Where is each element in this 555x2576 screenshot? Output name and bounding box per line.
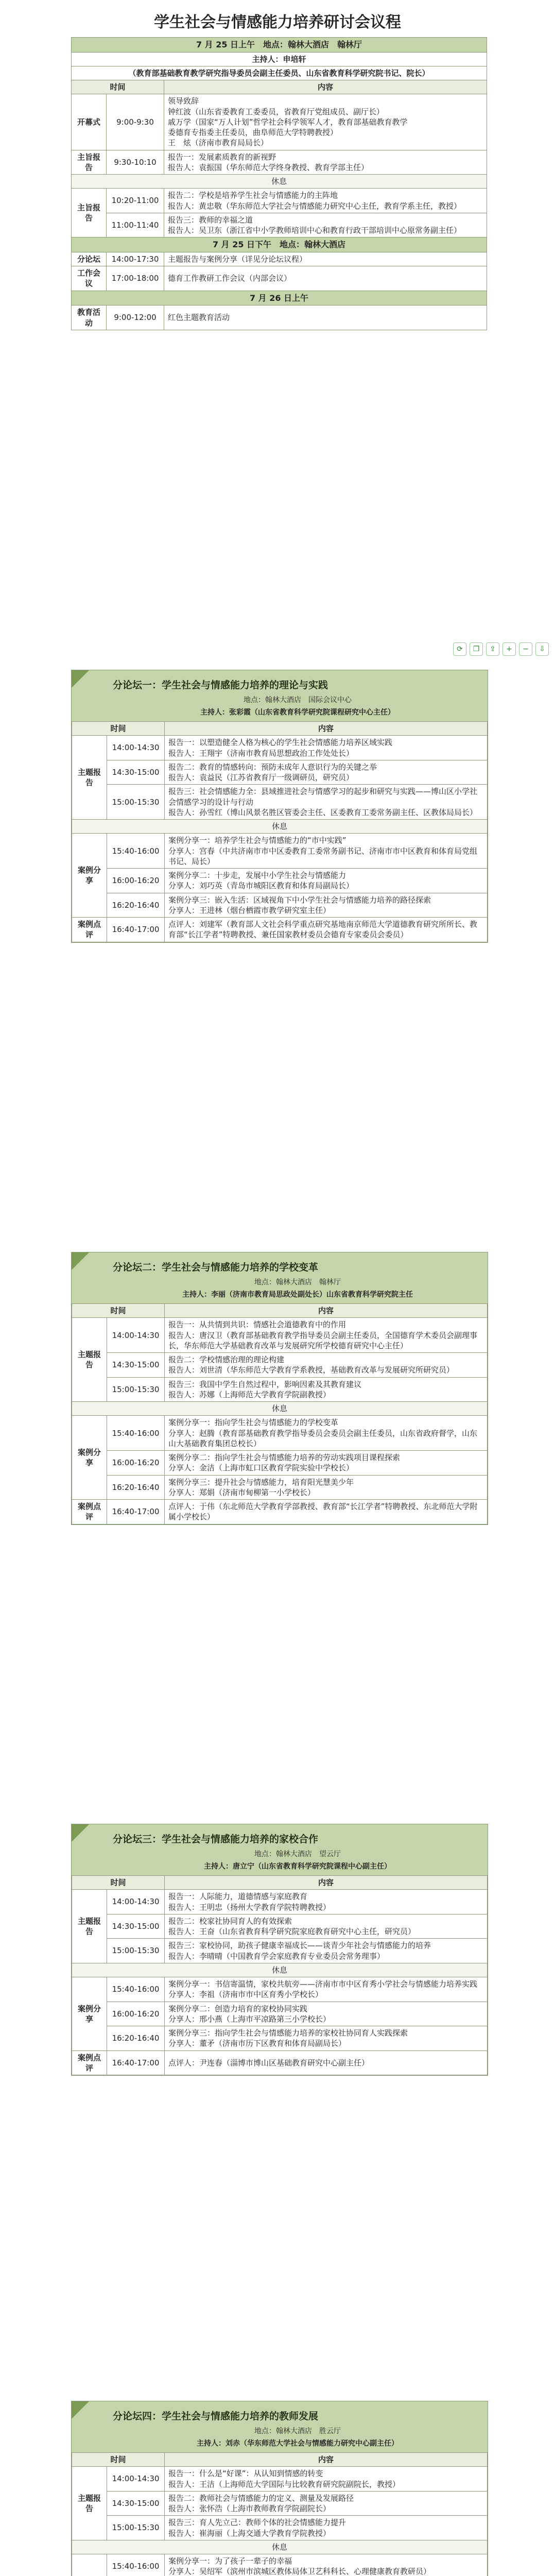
session-time: 14:30-15:00 xyxy=(107,760,165,785)
content-line: 点评人：尹连春（淄博市博山区基础教育研究中心副主任） xyxy=(168,2058,370,2067)
session-time: 16:40-17:00 xyxy=(107,918,165,942)
content-line: 委德育专指委主任委员，曲阜师范大学特聘教授） xyxy=(168,128,338,138)
content-line: 报告一：什么是“好课”：从认知到情感的转变 xyxy=(168,2469,323,2479)
session-time: 14:00-14:30 xyxy=(107,736,165,760)
content-line: 报告人：李晴晴（中国教育学会家庭教育专业委员会常务理事） xyxy=(168,1951,385,1961)
day2-am-band xyxy=(72,291,487,306)
content-line: 分享人：赵腾（教育部基础教育教学指导委员会委员会副主任委员，山东省政府督学，山东山大基础教育集团总校长） xyxy=(168,1428,478,1448)
schedule-row xyxy=(72,1451,488,1476)
forum-location: 地点：翰林大酒店 望云厅 xyxy=(254,1850,341,1858)
session-time: 15:00-15:30 xyxy=(107,1377,165,1402)
session-category: 主题报告 xyxy=(72,2467,107,2540)
session-category: 案例点评 xyxy=(72,1500,107,1524)
day1-am-band xyxy=(72,38,487,53)
content-cell xyxy=(165,1500,488,1524)
content-line: 案例分享二：十步走，发展中小学生社会与情感能力 xyxy=(168,871,346,880)
forum-table xyxy=(72,1303,488,1524)
schedule-row xyxy=(72,266,487,291)
schedule-row xyxy=(72,1500,488,1524)
content-line: 分享人：李祖（济南市市中区育秀小学校长） xyxy=(168,1990,323,1999)
content-cell xyxy=(164,266,487,291)
content-cell xyxy=(165,1416,488,1451)
content-line: 报告人：王明忠（扬州大学教育学院特聘教授） xyxy=(168,1902,331,1912)
copy-icon[interactable]: ❐ xyxy=(470,642,483,656)
content-line: 案例分享一：为了孩子一辈子的幸福 xyxy=(168,2556,292,2566)
schedule-row xyxy=(72,1353,488,1378)
content-cell xyxy=(164,150,487,175)
schedule-row xyxy=(72,1914,488,1939)
download-icon[interactable]: ⇩ xyxy=(535,642,549,656)
content-line: 分享人：王进林（烟台栖霞市教学研究室主任） xyxy=(168,905,331,915)
content-cell xyxy=(165,1475,488,1500)
session-category: 主旨报告 xyxy=(72,150,107,175)
content-line: 红色主题教育活动 xyxy=(168,313,230,323)
content-line: 报告三：教师的幸福之道 xyxy=(168,215,253,225)
main-schedule-table xyxy=(71,37,487,330)
header-content: 内容 xyxy=(164,80,487,94)
session-time: 9:00-12:00 xyxy=(107,306,164,330)
break-label: 休息 xyxy=(72,2540,488,2554)
session-category: 主题报告 xyxy=(72,736,107,820)
break-row xyxy=(72,1402,488,1416)
session-time: 15:40-16:00 xyxy=(107,2554,165,2576)
forum-table xyxy=(72,1875,488,2075)
break-label: 休息 xyxy=(72,820,488,834)
content-line: 报告人：唐汉卫（教育部基础教育教学指导委员会副主任委员，全国德育学术委员会副理事长，华东师范大学基础教育改革与发展研究所学校德育研究中心主任） xyxy=(168,1330,478,1350)
schedule-row xyxy=(72,213,487,238)
content-line: 点评人：刘建军（教育部人文社会科学重点研究基地南京师范大学道德教育研究所所长、教育部“长江学者”特聘教授、兼任国家教材委员会德育专家委员会委员） xyxy=(168,920,478,940)
content-line: 报告人：苏娜（上海师范大学教育学院副教授） xyxy=(168,1389,331,1399)
header-time: 时间 xyxy=(72,1304,165,1318)
content-cell xyxy=(165,2516,488,2540)
content-line: 德育工作教研工作会议（内部会议） xyxy=(168,274,292,283)
schedule-row xyxy=(72,918,488,942)
content-line: 报告二：学校是培养学生社会与情感能力的主阵地 xyxy=(168,191,338,200)
session-time: 9:30-10:10 xyxy=(107,150,164,175)
content-line: 点评人：于伟（东北师范大学教育学部教授、教育部“长江学者”特聘教授、东北师范大学附属小学校长） xyxy=(168,1502,478,1522)
session-time: 11:00-11:40 xyxy=(107,213,164,238)
session-time: 14:00-14:30 xyxy=(107,2467,165,2492)
content-line: 报告人：王洁（上海师范大学国际与比较教育研究院副院长，教授） xyxy=(168,2479,401,2489)
forum-3 xyxy=(71,1824,488,2076)
session-category: 分论坛 xyxy=(72,252,107,266)
schedule-row xyxy=(72,1416,488,1451)
schedule-row xyxy=(72,893,488,918)
content-line: 案例分享二：创造力培育的家校协同实践 xyxy=(168,2004,308,2013)
schedule-row xyxy=(72,1890,488,1914)
session-time: 14:00-17:30 xyxy=(107,252,164,266)
content-cell xyxy=(164,213,487,238)
content-cell xyxy=(165,2026,488,2051)
content-line: 报告人：孙雪红（博山风景名胜区管委会主任、区委教育工委常务副主任、区教体局局长） xyxy=(168,807,478,817)
break-row xyxy=(72,820,488,834)
content-cell xyxy=(164,252,487,266)
content-cell xyxy=(165,760,488,785)
content-line: 报告一：人际能力，道德情感与家庭教育 xyxy=(168,1892,308,1902)
content-line: 报告人：吴卫东（浙江省中小学教师培训中心和教育行政干部培训中心原常务副主任） xyxy=(168,226,462,235)
schedule-row xyxy=(72,306,487,330)
session-time: 14:30-15:00 xyxy=(107,1353,165,1378)
content-line: 钟红波（山东省委教育工委委员，省教育厅党组成员、副厅长） xyxy=(168,107,385,116)
schedule-row xyxy=(72,869,488,893)
content-line: 报告一：以塑造健全人格为核心的学生社会情感能力培养区域实践 xyxy=(168,738,393,748)
session-time: 9:00-9:30 xyxy=(107,94,164,150)
content-cell xyxy=(165,1890,488,1914)
content-line: 报告人：崔海丽（上海交通大学教育学院教授） xyxy=(168,2528,331,2538)
schedule-row xyxy=(72,252,487,266)
forum-table xyxy=(72,2452,488,2576)
content-line: 分享人：郑娟（济南市甸柳第一小学校长） xyxy=(168,1487,316,1497)
content-cell xyxy=(165,918,488,942)
forum-location: 地点：翰林大酒店 翰林厅 xyxy=(254,1278,341,1286)
forum-location: 地点：翰林大酒店 胜云厅 xyxy=(254,2427,341,2435)
schedule-row xyxy=(72,150,487,175)
break-label: 休息 xyxy=(72,1402,488,1416)
content-cell xyxy=(165,2491,488,2516)
forum-header xyxy=(72,1824,488,1875)
schedule-row xyxy=(72,1475,488,1500)
content-line: 报告三：家校协同，助孩子健康幸福成长——谈青少年社会与情感能力的培养 xyxy=(168,1941,431,1951)
forum-location: 地点：翰林大酒店 国际会议中心 xyxy=(244,696,352,704)
break-row xyxy=(72,175,487,189)
schedule-row xyxy=(72,785,488,820)
table-header xyxy=(72,1304,488,1318)
content-cell xyxy=(165,834,488,869)
break-row xyxy=(72,2540,488,2554)
session-time: 14:30-15:00 xyxy=(107,1914,165,1939)
table-header xyxy=(72,80,487,94)
content-cell xyxy=(164,306,487,330)
day1-am-host-text: 主持人：申培轩 xyxy=(72,52,487,66)
session-time: 14:00-14:30 xyxy=(107,1318,165,1353)
content-line: 案例分享二：指向学生社会与情感能力培养的劳动实践项目课程探索 xyxy=(168,1453,401,1462)
content-line: 分享人：邢小燕（上海市平凉路第三小学校长） xyxy=(168,2014,331,2024)
schedule-row xyxy=(72,1377,488,1402)
content-cell xyxy=(165,1377,488,1402)
header-content: 内容 xyxy=(165,722,488,736)
day2-am-band-text: 7 月 26 日上午 xyxy=(72,291,487,306)
table-header xyxy=(72,722,488,736)
schedule-row xyxy=(72,2491,488,2516)
schedule-row xyxy=(72,2026,488,2051)
header-time: 时间 xyxy=(72,2453,165,2467)
day1-am-host xyxy=(72,52,487,66)
session-category: 主题报告 xyxy=(72,1318,107,1402)
schedule-row xyxy=(72,1318,488,1353)
forum-header xyxy=(72,2401,488,2452)
forum-host: 主持人：刘赤（华东师范大学社会与情感能力研究中心副主任） xyxy=(197,2439,398,2448)
schedule-row xyxy=(72,736,488,760)
session-category: 案例点评 xyxy=(72,918,107,942)
content-line: 报告一：发展素质教育的新视野 xyxy=(168,152,276,162)
forum-host: 主持人：唐立宁（山东省教育科学研究院课程中心副主任） xyxy=(204,1862,391,1871)
day1-pm-band-text: 7 月 25 日下午 地点：翰林大酒店 xyxy=(72,238,487,252)
content-line: 案例分享一：书信寄温情，家校共航旁——济南市市中区育秀小学社会与情感能力培养实践 xyxy=(168,1979,478,1989)
content-line: 案例分享三：提升社会与情感能力，培育阳光慧美少年 xyxy=(168,1477,354,1487)
session-category: 主旨报告 xyxy=(72,189,107,238)
schedule-row xyxy=(72,760,488,785)
session-category: 案例分享 xyxy=(72,834,107,918)
header-content: 内容 xyxy=(165,2453,488,2467)
header-content: 内容 xyxy=(165,1304,488,1318)
content-line: 报告三：社会情感能力全：县域推进社会与情感学习的起步和研究与实践——博山区小学社会情感学习的设计与行动 xyxy=(168,787,478,807)
table-header xyxy=(72,1876,488,1890)
schedule-row xyxy=(72,94,487,150)
content-line: 领导致辞 xyxy=(168,96,199,106)
header-content: 内容 xyxy=(165,1876,488,1890)
forum-4 xyxy=(71,2401,488,2576)
forum-title: 分论坛四：学生社会与情感能力培养的教师发展 xyxy=(113,2411,319,2422)
break-label: 休息 xyxy=(72,1963,488,1977)
content-line: 分享人：刘巧英（青岛市城阳区教育和体育局副局长） xyxy=(168,881,354,891)
content-line: 报告人：刘世清（华东师范大学教育学系教授，基础教育改革与发展研究所研究员） xyxy=(168,1365,455,1375)
forum-host: 主持人：李丽（济南市教育局思政处副处长）山东省教育科学研究院主任 xyxy=(182,1291,413,1299)
session-time: 16:00-16:20 xyxy=(107,2002,165,2026)
content-line: 报告人：袁益民（江苏省教育厅一级调研员，研究员） xyxy=(168,773,354,782)
session-category: 案例点评 xyxy=(72,2050,107,2075)
content-line: 分享人：董矛（济南市历下区教育和体育局副局长） xyxy=(168,2039,346,2048)
schedule-row xyxy=(72,2554,488,2576)
forum-title: 分论坛一：学生社会与情感能力培养的理论与实践 xyxy=(113,680,328,691)
page-title: 学生社会与情感能力培养研讨会议程 xyxy=(154,13,401,31)
content-line: 报告二：校家社协同育人的有效探索 xyxy=(168,1916,292,1926)
content-cell xyxy=(165,2050,488,2075)
schedule-row xyxy=(72,2050,488,2075)
content-line: 分享人：宫春（中共济南市市中区委教育工委常务副书记、济南市市中区教育和体育局党组书记、局长） xyxy=(168,846,478,866)
session-time: 16:40-17:00 xyxy=(107,2050,165,2075)
content-line: 报告人：张怀浩（上海市教师教育学院副院长） xyxy=(168,2504,331,2513)
forum-table xyxy=(72,721,488,942)
day1-pm-band xyxy=(72,238,487,252)
schedule-row xyxy=(72,2467,488,2492)
forum-header xyxy=(72,670,488,721)
header-time: 时间 xyxy=(72,80,164,94)
content-cell xyxy=(165,1353,488,1378)
session-time: 16:40-17:00 xyxy=(107,1500,165,1524)
session-time: 15:00-15:30 xyxy=(107,785,165,820)
content-line: 分享人：吴绍军（滨州市滨城区教体局体卫艺科科长、心理健康教育教研员） xyxy=(168,2567,431,2576)
corner-decoration xyxy=(72,1824,89,1842)
table-header xyxy=(72,2453,488,2467)
session-time: 15:00-15:30 xyxy=(107,1939,165,1963)
day1-am-host-note-text: （教育部基础教育教学研究指导委员会副主任委员、山东省教育科学研究院书记、院长） xyxy=(72,66,487,80)
content-line: 案例分享三：指向学生社会与情感能力培养的家校社协同育人实践探索 xyxy=(168,2028,408,2038)
session-time: 17:00-18:00 xyxy=(107,266,164,291)
break-row xyxy=(72,1963,488,1977)
forum-host: 主持人：张彩霞（山东省教育科学研究院课程研究中心主任） xyxy=(200,708,395,717)
content-line: 报告人：袁振国（华东师范大学终身教授、教育学部主任） xyxy=(168,162,369,172)
session-category: 教育活动 xyxy=(72,306,107,330)
day1-am-host-note xyxy=(72,66,487,80)
zoom-in-icon[interactable]: + xyxy=(502,642,516,656)
session-time: 14:30-15:00 xyxy=(107,2491,165,2516)
session-category xyxy=(72,2554,107,2576)
content-cell xyxy=(165,2554,488,2576)
forum-title: 分论坛二：学生社会与情感能力培养的学校变革 xyxy=(113,1262,319,1273)
content-line: 报告三：我国中学生自然过程中，影响因素及其教育建议 xyxy=(168,1379,362,1389)
session-time: 14:00-14:30 xyxy=(107,1890,165,1914)
content-cell xyxy=(165,2002,488,2026)
content-line: 报告二：教育的情感转向：预防未成年人意识行为的关键之举 xyxy=(168,762,377,772)
session-category: 开幕式 xyxy=(72,94,107,150)
content-cell xyxy=(165,869,488,893)
day1-am-band-text: 7 月 25 日上午 地点：翰林大酒店 翰林厅 xyxy=(72,38,487,53)
schedule-row xyxy=(72,1977,488,2002)
corner-decoration xyxy=(72,1252,89,1270)
session-time: 15:40-16:00 xyxy=(107,1977,165,2002)
content-cell xyxy=(165,1977,488,2002)
content-cell xyxy=(164,94,487,150)
forum-title: 分论坛三：学生社会与情感能力培养的家校合作 xyxy=(113,1834,319,1845)
schedule-row xyxy=(72,189,487,213)
image-toolbar xyxy=(453,642,549,656)
content-cell xyxy=(164,189,487,213)
header-time: 时间 xyxy=(72,722,165,736)
content-cell xyxy=(165,893,488,918)
session-time: 16:00-16:20 xyxy=(107,869,165,893)
content-line: 报告二：教师社会与情感能力的定义、测量及发展路径 xyxy=(168,2493,354,2503)
schedule-row xyxy=(72,2516,488,2540)
session-category: 工作会议 xyxy=(72,266,107,291)
session-category: 案例分享 xyxy=(72,1977,107,2051)
schedule-row xyxy=(72,834,488,869)
main-schedule xyxy=(71,37,487,330)
content-line: 案例分享一：指向学生社会与情感能力的学校变革 xyxy=(168,1418,339,1428)
content-cell xyxy=(165,1939,488,1963)
content-line: 报告人：黄忠敬（华东师范大学社会与情感能力研究中心主任，教育学系主任，教授） xyxy=(168,201,462,211)
session-category: 案例分享 xyxy=(72,1416,107,1500)
session-category: 主题报告 xyxy=(72,1890,107,1963)
content-line: 案例分享一：培养学生社会与情感能力的“市中实践” xyxy=(168,836,346,845)
session-time: 16:00-16:20 xyxy=(107,1451,165,1476)
content-line: 戚万学（国家“万人计划”哲学社会科学领军人才，教育部基础教育教学 xyxy=(168,117,408,127)
content-cell xyxy=(165,736,488,760)
session-time: 15:40-16:00 xyxy=(107,1416,165,1451)
content-line: 报告人：王翔宇（济南市教育局思想政治工作处处长） xyxy=(168,748,354,758)
corner-decoration xyxy=(72,670,89,688)
session-time: 16:20-16:40 xyxy=(107,2026,165,2051)
session-time: 16:20-16:40 xyxy=(107,893,165,918)
content-cell xyxy=(165,1451,488,1476)
content-line: 分享人：金洁（上海市虹口区教育学院实验中学校长） xyxy=(168,1463,354,1473)
content-cell xyxy=(165,2467,488,2492)
content-line: 报告人：王奋（山东省教育科学研究院家庭教育研究中心主任，研究员） xyxy=(168,1927,416,1936)
session-time: 16:20-16:40 xyxy=(107,1475,165,1500)
session-time: 15:40-16:00 xyxy=(107,834,165,869)
refresh-icon[interactable]: ⟳ xyxy=(453,642,466,656)
content-line: 报告一：从共情到共识：情感社会道德教育中的作用 xyxy=(168,1320,346,1330)
schedule-row xyxy=(72,2002,488,2026)
content-line: 案例分享三：嵌入生活：区域视角下中小学生社会与情感能力培养的路径探索 xyxy=(168,895,431,905)
forum-2 xyxy=(71,1252,488,1525)
zoom-out-icon[interactable]: − xyxy=(519,642,532,656)
header-time: 时间 xyxy=(72,1876,165,1890)
session-time: 10:20-11:00 xyxy=(107,189,164,213)
forum-header xyxy=(72,1252,488,1303)
content-line: 报告三：育人先立己：教师个体的社会情感能力提升 xyxy=(168,2518,346,2528)
share-icon[interactable]: ⇪ xyxy=(486,642,499,656)
schedule-row xyxy=(72,1939,488,1963)
content-cell xyxy=(165,785,488,820)
content-cell xyxy=(165,1914,488,1939)
content-line: 王 炫（济南市教育局局长） xyxy=(168,138,269,148)
break-label: 休息 xyxy=(72,175,487,189)
corner-decoration xyxy=(72,2401,89,2419)
forum-1 xyxy=(71,670,488,943)
content-line: 报告二：学校情感治理的理论构建 xyxy=(168,1355,285,1364)
session-time: 15:00-15:30 xyxy=(107,2516,165,2540)
content-line: 主题报告与案例分享（详见分论坛议程） xyxy=(168,254,307,264)
content-cell xyxy=(165,1318,488,1353)
